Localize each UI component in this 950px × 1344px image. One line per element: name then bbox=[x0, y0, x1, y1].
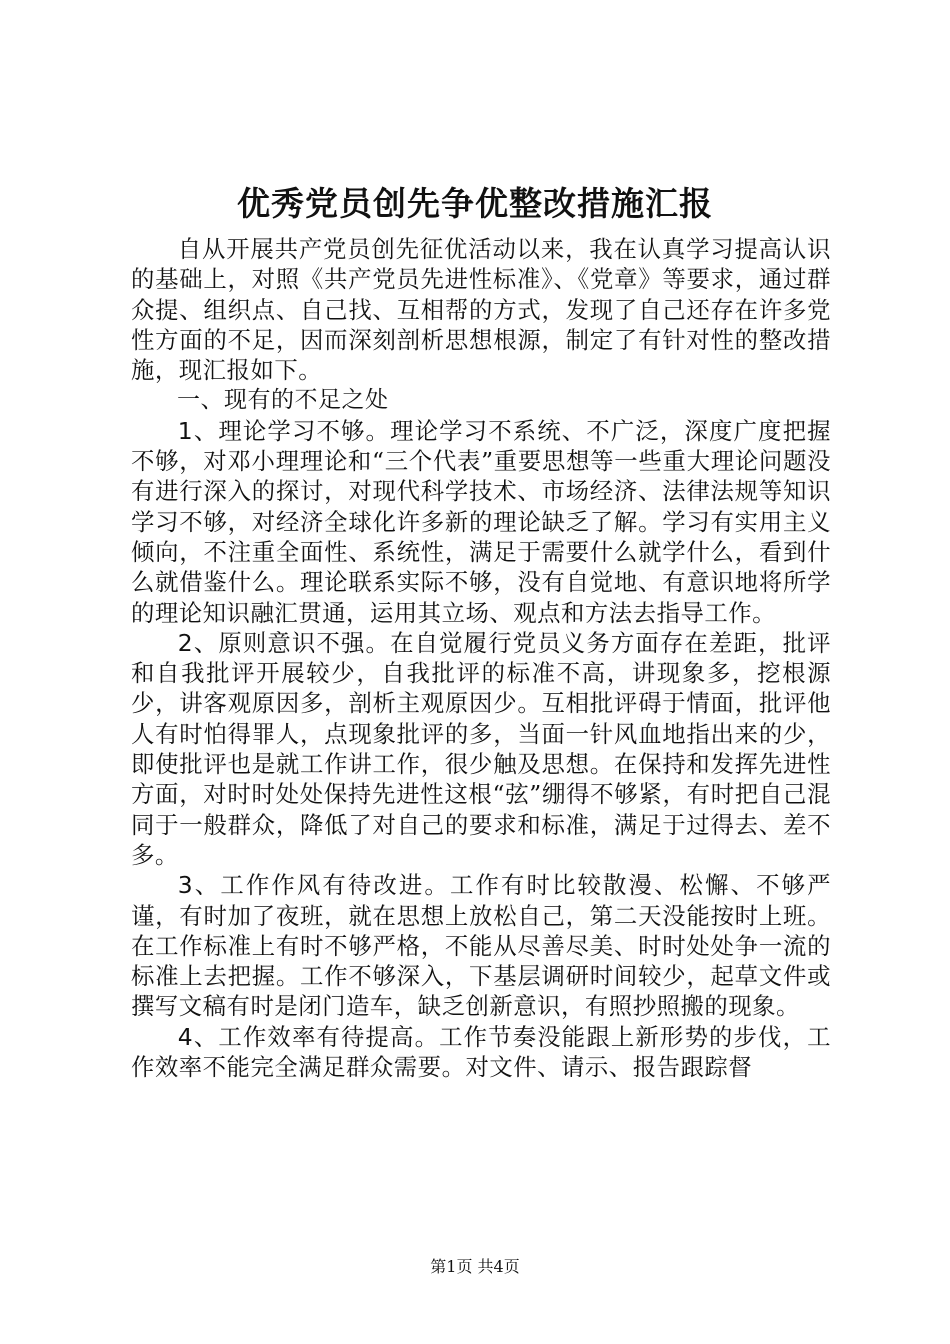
point-paragraph-4 bbox=[131, 1022, 831, 1083]
section-heading: 一、现有的不足之处 bbox=[177, 387, 389, 414]
point-paragraph-2 bbox=[131, 628, 831, 870]
point-text: 理论学习不系统、不广泛，深度广度把握不够，对邓小理理论和“三个代表”重要思想等一些重大理论问题没有进行深入的探讨，对现代科学技术、市场经济、法律法规等知识学习不够，对经济全球化许多新的理论缺乏了解。学习有实用主义倾向，不注重全面性、系统性，满足于需要什么就学什么，看到什么就借鉴什么。理论联系实际不够，没有自觉地、有意识地将所学的理论知识融汇贯通，运用其立场、观点和方法去指导工作。 bbox=[131, 416, 831, 627]
point-lead: 1、理论学习不够。 bbox=[177, 416, 391, 445]
point-text: 工作节奏没能跟上新形势的步伐，工作效率不能完全满足群众需要。对文件、请示、报告跟踪督 bbox=[131, 1022, 831, 1082]
page-footer: 第1页 共4页 bbox=[430, 1257, 520, 1276]
point-lead: 3、工作作风有待改进。 bbox=[177, 871, 450, 900]
point-paragraph-1 bbox=[131, 416, 831, 628]
document-body bbox=[131, 234, 831, 1082]
point-text: 工作有时比较散漫、松懈、不够严谨，有时加了夜班，就在思想上放松自己，第二天没能按时上班。在工作标准上有时不够严格，不能从尽善尽美、时时处处争一流的标准上去把握。工作不够深入，下基层调研时间较少，起草文件或撰写文稿有时是闭门造车，缺乏创新意识，有照抄照搬的现象。 bbox=[131, 871, 832, 1021]
page-title: 优秀党员创先争优整改措施汇报 bbox=[237, 184, 713, 223]
intro-paragraph: 自从开展共产党员创先征优活动以来，我在认真学习提高认识的基础上，对照《共产党员先进性标准》、《党章》等要求，通过群众提、组织点、自己找、互相帮的方式，发现了自己还存在许多党性方面的不足，因而深刻剖析思想根源，制定了有针对性的整改措施，现汇报如下。 bbox=[131, 235, 831, 385]
point-lead: 4、工作效率有待提高。 bbox=[177, 1022, 440, 1051]
point-lead: 2、原则意识不强。 bbox=[177, 628, 391, 657]
point-paragraph-3 bbox=[131, 870, 831, 1021]
point-text: 在自觉履行党员义务方面存在差距，批评和自我批评开展较少，自我批评的标准不高，讲现象多，挖根源少，讲客观原因多，剖析主观原因少。互相批评碍于情面，批评他人有时怕得罪人，点现象批评的多，当面一针风血地指出来的少，即使批评也是就工作讲工作，很少触及思想。在保持和发挥先进性方面，对时时处处保持先进性这根“弦”绷得不够紧，有时把自己混同于一般群众，降低了对自己的要求和标准，满足于过得去、差不多。 bbox=[131, 628, 831, 869]
